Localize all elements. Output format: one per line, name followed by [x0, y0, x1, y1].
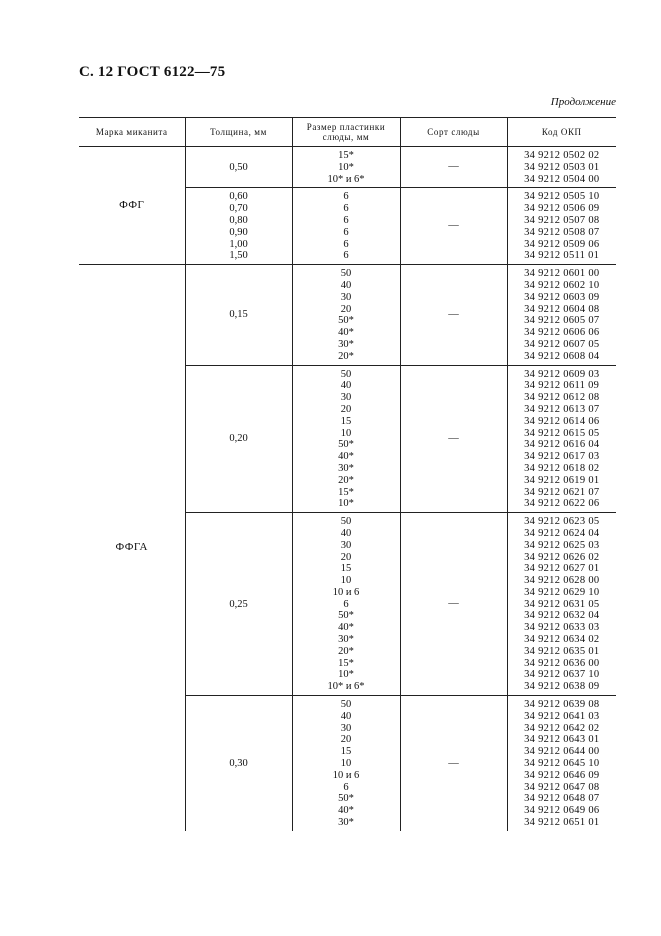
plate-size-cell-line: 50	[340, 368, 352, 380]
okp-code-cell-line: 34 9212 0648 07	[524, 793, 600, 805]
plate-size-cell-line: 50	[340, 699, 352, 711]
okp-code-cell	[507, 365, 616, 513]
plate-size-cell-line: 10* и 6*	[327, 173, 365, 185]
plate-size-cell-line: 30*	[338, 338, 354, 350]
okp-code-cell-line: 34 9212 0615 05	[524, 427, 600, 439]
plate-size-cell-line: 10	[340, 575, 352, 587]
okp-code-cell	[507, 696, 616, 831]
plate-size-cell-line: 40	[340, 710, 352, 722]
okp-code-cell-line: 34 9212 0509 06	[524, 238, 600, 250]
thickness-cell-line: 0,25	[229, 598, 248, 610]
plate-size-cell-line: 50*	[338, 793, 354, 805]
plate-size-cell-line: 10 и 6	[332, 769, 360, 781]
plate-size-cell-line: 6	[343, 250, 349, 262]
plate-size-cell-line: 30*	[338, 634, 354, 646]
thickness-cell	[185, 513, 292, 696]
okp-code-cell-line: 34 9212 0607 05	[524, 338, 600, 350]
header-plate-size: Размер пластинки слюды, мм	[292, 118, 400, 147]
thickness-cell-line: 1,50	[229, 250, 248, 262]
okp-code-cell	[507, 265, 616, 365]
okp-code-cell-line: 34 9212 0624 04	[524, 527, 600, 539]
table-body	[79, 147, 616, 831]
okp-code-cell-line: 34 9212 0614 06	[524, 415, 600, 427]
plate-size-cell-line: 40*	[338, 327, 354, 339]
okp-code-cell-line: 34 9212 0623 05	[524, 516, 600, 528]
thickness-cell-line: 0,90	[229, 226, 248, 238]
plate-size-cell-line: 15*	[338, 150, 354, 161]
plate-size-cell-line: 50*	[338, 439, 354, 451]
okp-code-cell-line: 34 9212 0646 09	[524, 769, 600, 781]
okp-code-cell-line: 34 9212 0617 03	[524, 451, 600, 463]
table-row	[79, 147, 616, 188]
okp-code-cell-line: 34 9212 0627 01	[524, 563, 600, 575]
plate-size-cell-line: 40	[340, 380, 352, 392]
thickness-cell	[185, 265, 292, 365]
header-mica-sort: Сорт слюды	[400, 118, 507, 147]
plate-size-cell-line: 40*	[338, 805, 354, 817]
header-thickness: Толщина, мм	[185, 118, 292, 147]
plate-size-cell	[292, 696, 400, 831]
thickness-cell-line: 1,00	[229, 238, 248, 250]
plate-size-cell-line: 20*	[338, 645, 354, 657]
plate-size-cell-line: 40	[340, 279, 352, 291]
thickness-cell	[185, 365, 292, 513]
plate-size-cell-line: 20	[340, 403, 352, 415]
okp-code-cell-line: 34 9212 0511 01	[524, 250, 600, 262]
page-header: С. 12 ГОСТ 6122—75	[79, 64, 226, 80]
plate-size-cell-line: 30	[340, 291, 352, 303]
okp-code-cell-line: 34 9212 0606 06	[524, 327, 600, 339]
plate-size-cell-line: 15	[340, 415, 352, 427]
plate-size-cell-line: 30	[340, 722, 352, 734]
plate-size-cell-line: 6	[343, 214, 349, 226]
okp-code-cell-line: 34 9212 0507 08	[524, 214, 600, 226]
plate-size-cell-line: 10*	[338, 161, 354, 173]
plate-size-cell-line: 6	[343, 191, 349, 203]
okp-code-cell	[507, 147, 616, 188]
plate-size-cell	[292, 147, 400, 188]
okp-code-cell-line: 34 9212 0644 00	[524, 746, 600, 758]
plate-size-cell-line: 6	[343, 781, 349, 793]
okp-code-cell-line: 34 9212 0651 01	[524, 817, 600, 829]
mica-sort-cell: —	[400, 696, 507, 831]
okp-code-cell-line: 34 9212 0622 06	[524, 498, 600, 510]
thickness-cell-line: 0,80	[229, 214, 248, 226]
plate-size-cell-line: 30*	[338, 462, 354, 474]
okp-code-cell-line: 34 9212 0634 02	[524, 634, 600, 646]
plate-size-cell-line: 20	[340, 551, 352, 563]
mica-sort-cell: —	[400, 188, 507, 265]
grade-name: ФФГ	[119, 198, 145, 211]
thickness-cell-line: 0,30	[229, 758, 248, 770]
thickness-cell-line: 0,20	[229, 433, 248, 445]
okp-code-cell-line: 34 9212 0618 02	[524, 462, 600, 474]
mica-sort-cell: —	[400, 513, 507, 696]
okp-code-cell-line: 34 9212 0602 10	[524, 279, 600, 291]
mica-sort-cell: —	[400, 365, 507, 513]
okp-code-cell-line: 34 9212 0613 07	[524, 403, 600, 415]
okp-code-cell-line: 34 9212 0629 10	[524, 586, 600, 598]
okp-code-cell	[507, 188, 616, 265]
plate-size-cell-line: 30	[340, 392, 352, 404]
thickness-cell	[185, 696, 292, 831]
okp-code-cell-line: 34 9212 0626 02	[524, 551, 600, 563]
plate-size-cell	[292, 265, 400, 365]
plate-size-cell-line: 15	[340, 746, 352, 758]
okp-code-cell-line: 34 9212 0637 10	[524, 669, 600, 681]
okp-code-cell-line: 34 9212 0619 01	[524, 474, 600, 486]
okp-code-cell-line: 34 9212 0636 00	[524, 657, 600, 669]
okp-code-cell-line: 34 9212 0603 09	[524, 291, 600, 303]
okp-code-cell-line: 34 9212 0628 00	[524, 575, 600, 587]
okp-code-cell-line: 34 9212 0625 03	[524, 539, 600, 551]
okp-code-cell-line: 34 9212 0649 06	[524, 805, 600, 817]
plate-size-cell-line: 20	[340, 303, 352, 315]
plate-size-cell	[292, 188, 400, 265]
okp-code-cell-line: 34 9212 0611 09	[524, 380, 600, 392]
thickness-cell	[185, 188, 292, 265]
thickness-cell-line: 0,15	[229, 309, 248, 321]
okp-code-cell-line: 34 9212 0502 02	[524, 150, 600, 161]
okp-code-cell-line: 34 9212 0601 00	[524, 268, 600, 280]
plate-size-cell-line: 40*	[338, 622, 354, 634]
okp-code-cell-line: 34 9212 0645 10	[524, 758, 600, 770]
plate-size-cell-line: 40	[340, 527, 352, 539]
plate-size-cell-line: 6	[343, 598, 349, 610]
plate-size-cell-line: 10	[340, 758, 352, 770]
plate-size-cell-line: 20*	[338, 474, 354, 486]
plate-size-cell-line: 6	[343, 238, 349, 250]
thickness-cell	[185, 147, 292, 188]
okp-code-cell-line: 34 9212 0635 01	[524, 645, 600, 657]
plate-size-cell-line: 15	[340, 563, 352, 575]
okp-code-cell-line: 34 9212 0632 04	[524, 610, 600, 622]
okp-code-cell-line: 34 9212 0642 02	[524, 722, 600, 734]
okp-code-cell-line: 34 9212 0605 07	[524, 315, 600, 327]
table-header-row	[79, 118, 616, 147]
okp-code-cell-line: 34 9212 0505 10	[524, 191, 600, 203]
okp-code-cell-line: 34 9212 0647 08	[524, 781, 600, 793]
plate-size-cell-line: 20	[340, 734, 352, 746]
okp-code-cell-line: 34 9212 0609 03	[524, 368, 600, 380]
okp-code-cell-line: 34 9212 0612 08	[524, 392, 600, 404]
specification-table	[79, 117, 616, 831]
okp-code-cell-line: 34 9212 0643 01	[524, 734, 600, 746]
thickness-cell-line: 0,50	[229, 161, 248, 173]
okp-code-cell-line: 34 9212 0638 09	[524, 681, 600, 693]
thickness-cell-line: 0,70	[229, 203, 248, 215]
okp-code-cell-line: 34 9212 0503 01	[524, 161, 600, 173]
plate-size-cell-line: 50*	[338, 610, 354, 622]
thickness-cell-line: 0,60	[229, 191, 248, 203]
okp-code-cell	[507, 513, 616, 696]
plate-size-cell-line: 6	[343, 203, 349, 215]
plate-size-cell	[292, 365, 400, 513]
table-row	[79, 265, 616, 365]
plate-size-cell-line: 50	[340, 268, 352, 280]
mica-sort-cell: —	[400, 147, 507, 188]
plate-size-cell-line: 10*	[338, 669, 354, 681]
okp-code-cell-line: 34 9212 0639 08	[524, 699, 600, 711]
okp-code-cell-line: 34 9212 0616 04	[524, 439, 600, 451]
plate-size-cell-line: 50	[340, 516, 352, 528]
plate-size-cell-line: 15*	[338, 486, 354, 498]
okp-code-cell-line: 34 9212 0608 04	[524, 350, 600, 362]
plate-size-cell-line: 15*	[338, 657, 354, 669]
okp-code-cell-line: 34 9212 0633 03	[524, 622, 600, 634]
plate-size-cell-line: 30	[340, 539, 352, 551]
plate-size-cell-line: 10* и 6*	[327, 681, 365, 693]
okp-code-cell-line: 34 9212 0504 00	[524, 173, 600, 185]
plate-size-cell-line: 20*	[338, 350, 354, 362]
plate-size-cell-line: 10	[340, 427, 352, 439]
plate-size-cell-line: 10*	[338, 498, 354, 510]
plate-size-cell	[292, 513, 400, 696]
grade-name: ФФГА	[79, 265, 185, 831]
mica-sort-cell: —	[400, 265, 507, 365]
okp-code-cell-line: 34 9212 0641 03	[524, 710, 600, 722]
plate-size-cell-line: 10 и 6	[332, 586, 360, 598]
okp-code-cell-line: 34 9212 0508 07	[524, 226, 600, 238]
plate-size-cell-line: 50*	[338, 315, 354, 327]
plate-size-cell-line: 6	[343, 226, 349, 238]
okp-code-cell-line: 34 9212 0631 05	[524, 598, 600, 610]
okp-code-cell-line: 34 9212 0506 09	[524, 203, 600, 215]
header-grade: Марка миканита	[79, 118, 185, 147]
okp-code-cell-line: 34 9212 0604 08	[524, 303, 600, 315]
okp-code-cell-line: 34 9212 0621 07	[524, 486, 600, 498]
plate-size-cell-line: 30*	[338, 817, 354, 829]
header-okp-code: Код ОКП	[507, 118, 616, 147]
plate-size-cell-line: 40*	[338, 451, 354, 463]
continuation-label: Продолжение	[550, 96, 616, 108]
